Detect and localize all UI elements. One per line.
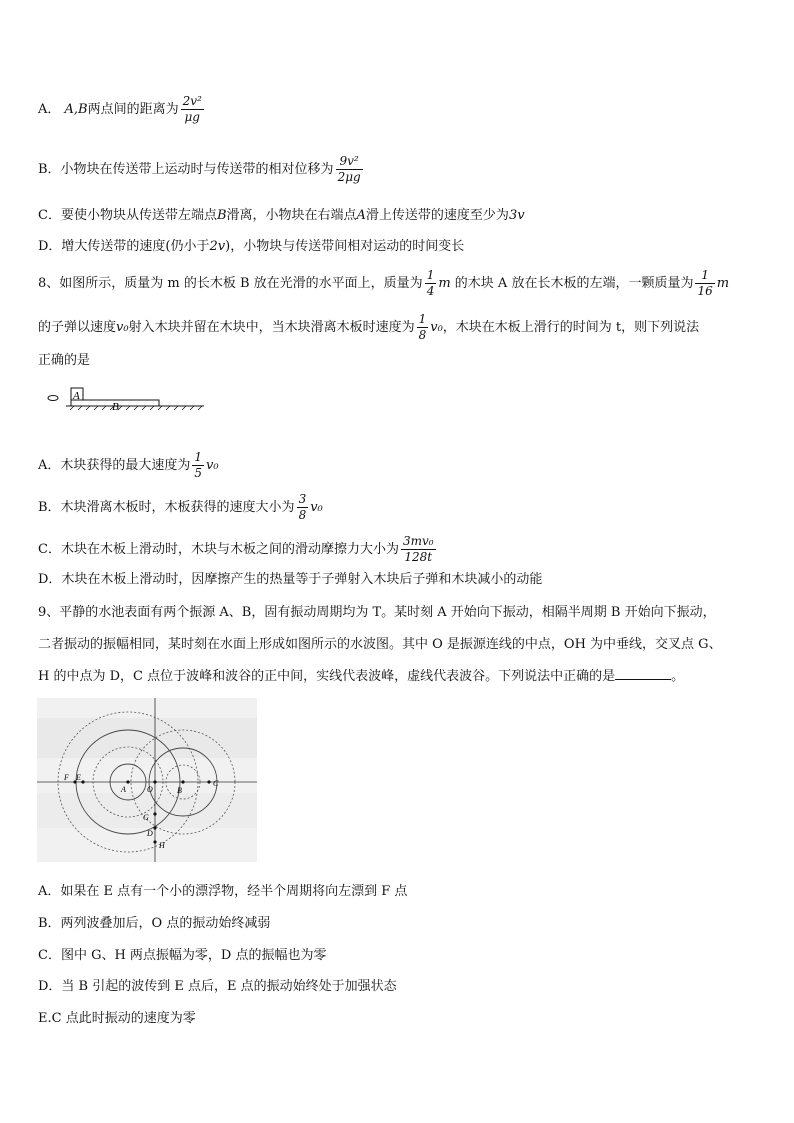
q8-option-d: D．木块在木板上滑动时，因摩擦产生的热量等于子弹射入木块后子弹和木块减小的动能 [38,572,543,587]
point-e-label: E [76,773,81,782]
point-o-label: O [147,785,153,794]
q7-option-c: C．要使小物块从传送带左端点B滑离，小物块在右端点A滑上传送带的速度至少为3v [38,208,525,223]
q9-stem-line1: 9、平静的水池表面有两个振源 A、B，固有振动周期均为 T。某时刻 A 开始向下振动，相隔半周期 B 开始向下振动， [38,605,716,620]
q8-option-c: C．木块在木板上滑动时，木块与木板之间的滑动摩擦力大小为 $\frac{\text{3mv₀}}{128t}$ [38,534,434,564]
block-a-label: A [73,390,80,402]
q9-option-a: A．如果在 E 点有一个小的漂浮物，经半个周期将向左漂到 F 点 [38,884,408,899]
point-g-label: G [143,813,149,822]
point-f-label: F [64,773,69,782]
point-c-label: C [213,779,219,788]
q7-option-d: D．增大传送带的速度(仍小于2v)，小物块与传送带间相对运动的时间变长 [38,239,465,254]
q9-stem-line3: H 的中点为 D，C 点位于波峰和波谷的正中间，实线代表波峰，虚线代表波谷。下列说法中正确的是 。 [38,669,685,684]
q9-wave-figure [37,698,257,862]
q9-option-e: E.C 点此时振动的速度为零 [38,1011,196,1026]
q7-option-a: A． A,B两点间的距离为 $\frac{\text{2v²}}{\mu g}$ [38,94,202,124]
q8-stem-line1: 8、如图所示，质量为 m 的长木板 B 放在光滑的水平面上，质量为 $\frac{1}{4}$ m 的木块 A 放在长木板的左端，一颗质量为 $\frac{1}{16}$ m [38,268,730,298]
q9-option-c: C．图中 G、H 两点振幅为零，D 点的振幅也为零 [38,948,327,963]
point-d-label: D [147,829,153,838]
q9-option-d: D．当 B 引起的波传到 E 点后，E 点的振动始终处于加强状态 [38,979,397,994]
q8-option-a: A．木块获得的最大速度为 $\frac{1}{5}$ v₀ [38,450,219,480]
q9-stem-line2: 二者振动的振幅相同，某时刻在水面上形成如图所示的水波图。其中 O 是振源连线的中点，OH 为中垂线，交叉点 G、 [38,637,722,652]
q8-option-b: B．木块滑离木板时，木板获得的速度大小为 $\frac{3}{8}$ v₀ [38,492,323,522]
q8-figure [44,383,214,415]
point-b-label: B [177,786,182,795]
bullet-icon [48,396,58,401]
point-h-label: H [159,841,165,850]
q7-option-b: B．小物块在传送带上运动时与传送带的相对位移为 $\frac{\text{9v²}}{2\mu g}$ [38,154,361,184]
q8-stem-line3: 正确的是 [38,353,91,368]
q9-option-b: B．两列波叠加后，O 点的振动始终减弱 [38,916,271,931]
answer-blank [615,667,671,680]
q8-stem-line2: 的子弹以速度v₀射入木块并留在木块中，当木块滑离木板时速度为 $\frac{1}{8}$ v₀，木块在木板上滑行的时间为 t，则下列说法 [38,312,700,342]
point-a-label: A [121,785,126,794]
plank-b-label: B [112,401,119,413]
